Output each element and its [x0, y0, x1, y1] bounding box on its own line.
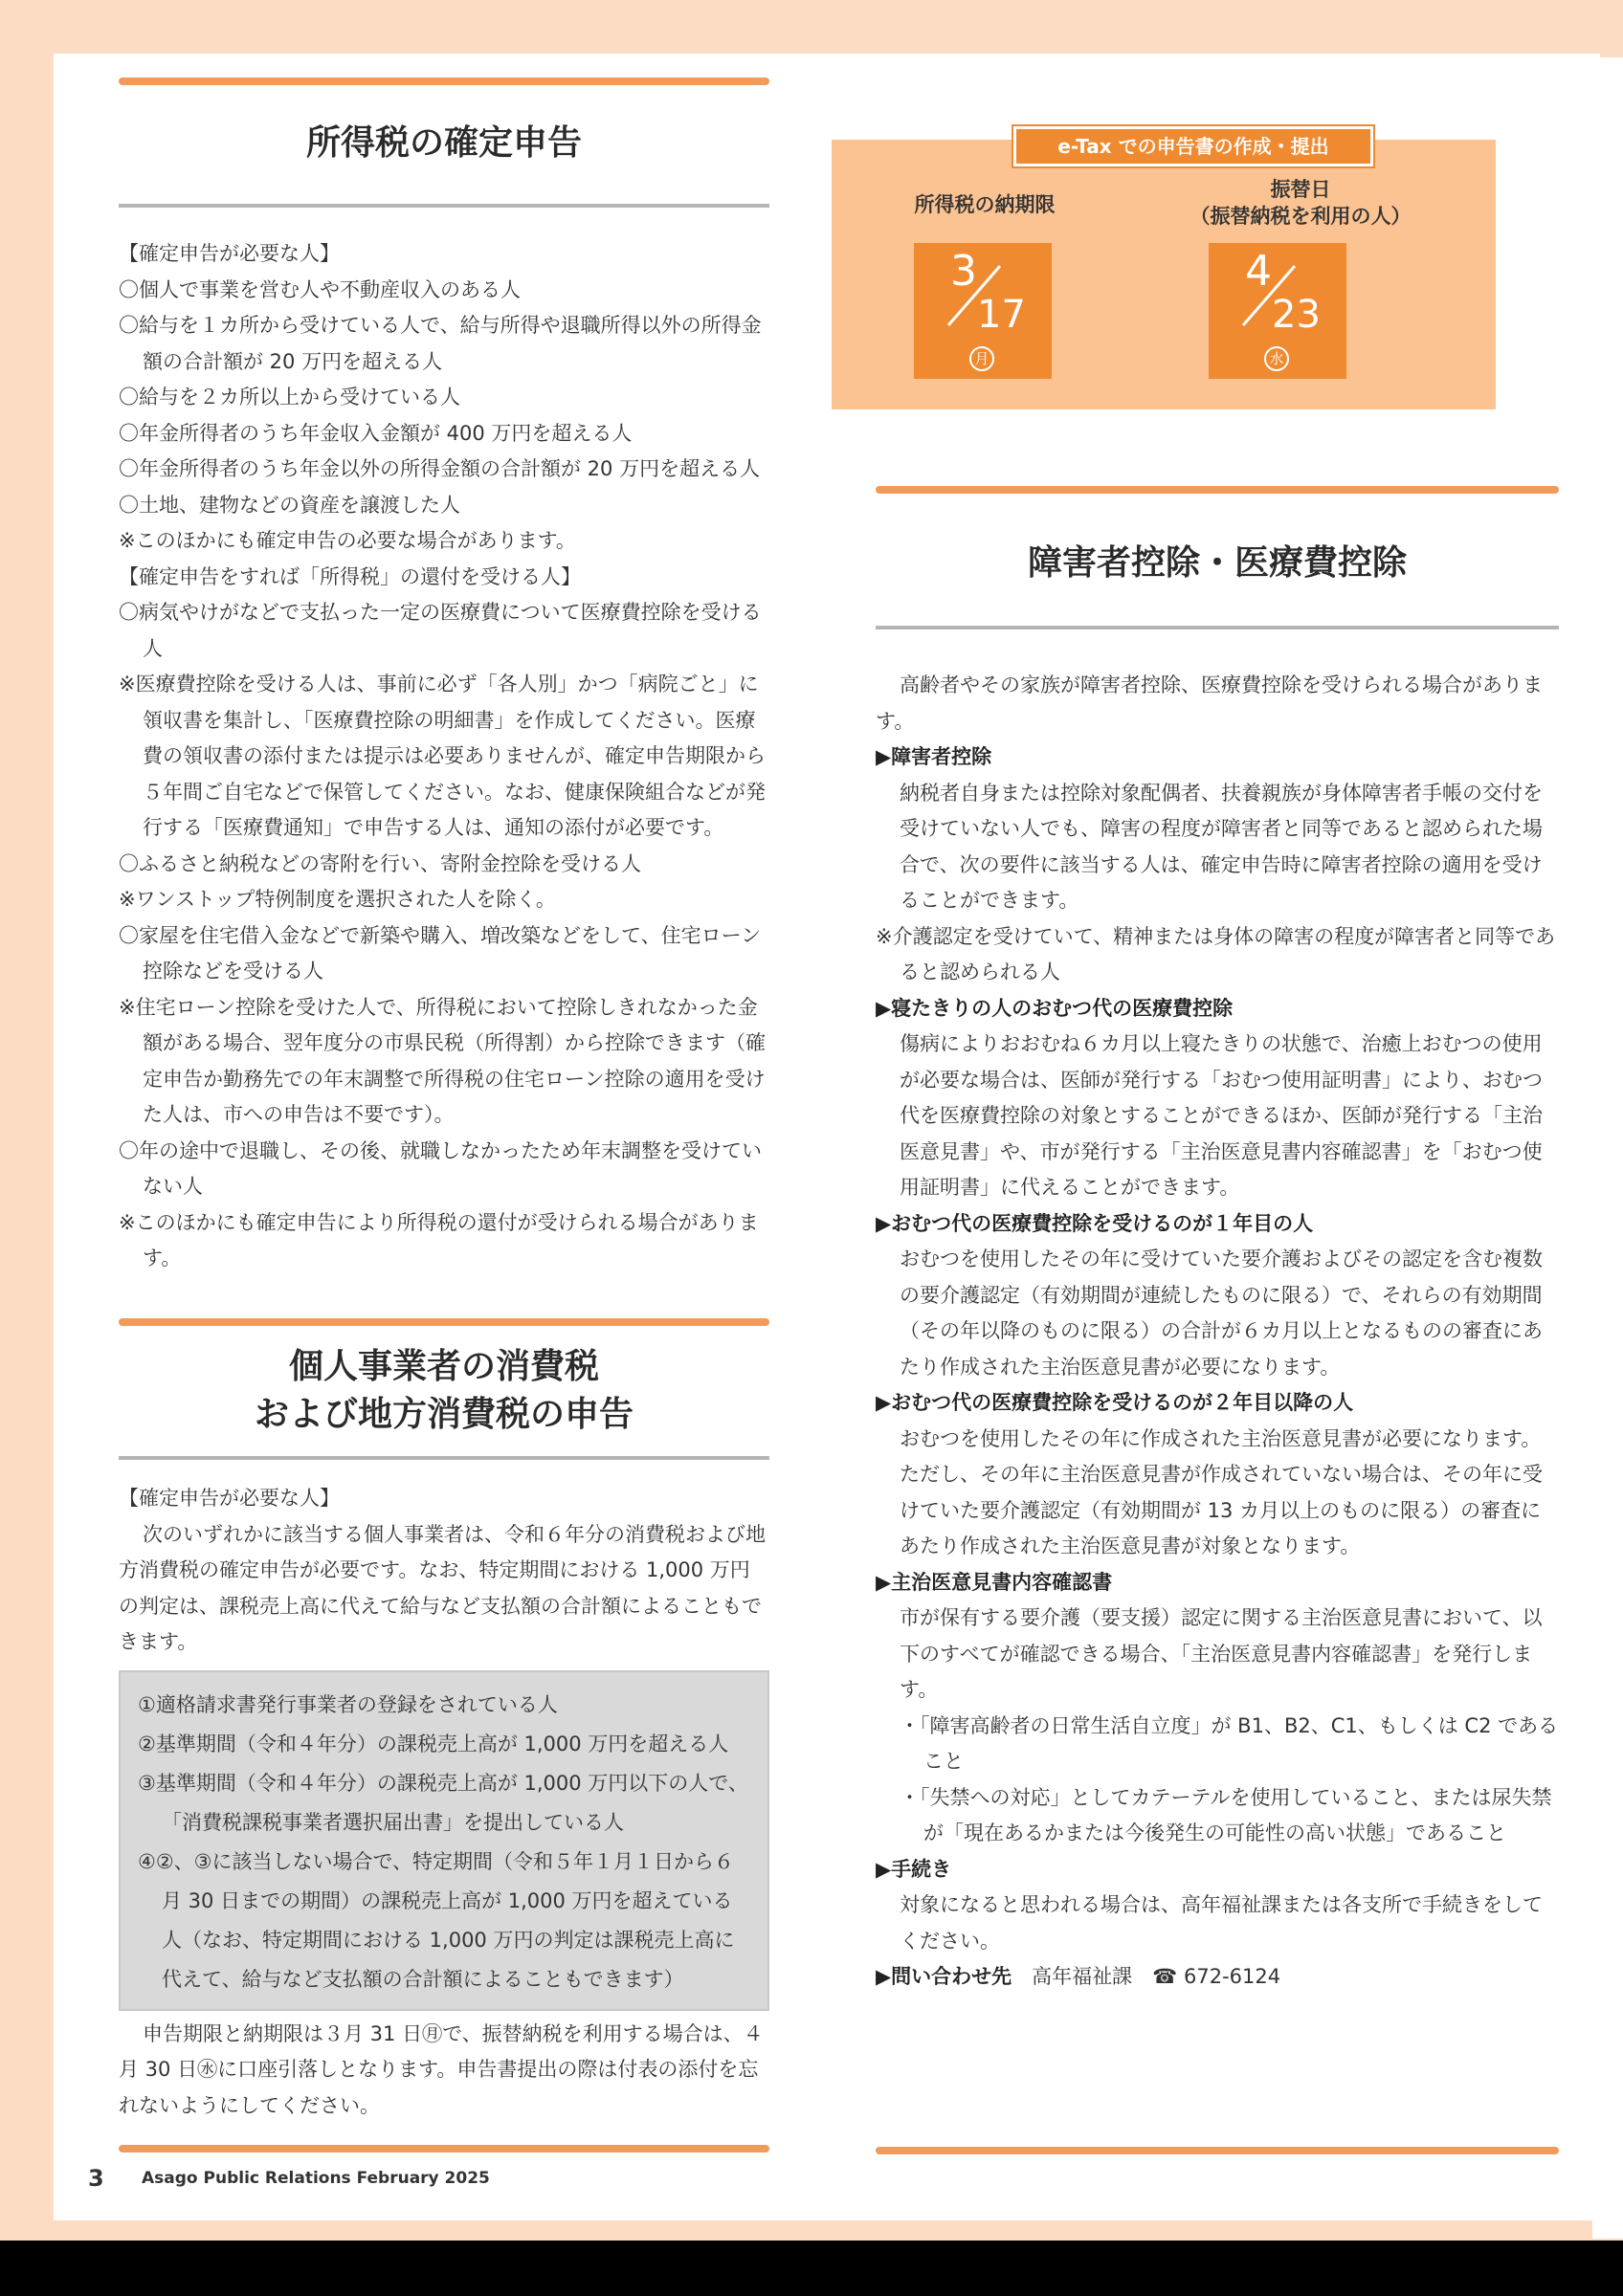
- requirement-item: ③基準期間（令和４年分）の課税売上高が 1,000 万円以下の人で、「消費税課税事業者選択届出書」を提出している人: [138, 1771, 748, 1834]
- subsection-body: 納税者自身または控除対象配偶者、扶養親族が身体障害者手帳の交付を受けていない人でも、障害の程度が障害者と同等であると認められた場合で、次の要件に該当する人は、確定申告時に障害者控除の適用を受けることができます。: [900, 781, 1543, 912]
- newsletter-page: [54, 54, 1600, 2220]
- requirements-box: [119, 1670, 769, 2011]
- consumption-tax-section: [119, 1318, 769, 2124]
- requirement-item: ①適格請求書発行事業者の登録をされている人: [138, 1692, 558, 1716]
- income-tax-line: 〇ふるさと納税などの寄附を行い、寄附金控除を受ける人: [119, 851, 641, 875]
- payment-deadline-date: [914, 243, 1052, 379]
- transfer-date-label-line2: （振替納税を利用の人）: [1189, 205, 1412, 228]
- bottom-black-bar: [0, 2241, 1623, 2296]
- criteria-bullet: ・「障害高齢者の日常生活自立度」が B1、B2、C1、もしくは C2 であること: [900, 1713, 1559, 1773]
- subsection-body: おむつを使用したその年に作成された主治医意見書が必要になります。ただし、その年に主治医意見書が作成されていない場合は、その年に受けていた要介護認定（有効期間が 13 カ月以上のものに限る）の審査にあたり作成された主治医意見書が対象となります。: [900, 1426, 1543, 1557]
- income-tax-line: 【確定申告をすれば「所得税」の還付を受ける人】: [119, 564, 581, 588]
- income-tax-body: [119, 236, 769, 1277]
- section-title-underline: [119, 1456, 769, 1460]
- etax-deadline-box: [832, 135, 1496, 409]
- income-tax-line: 〇給与を２カ所以上から受けている人: [119, 386, 460, 408]
- consumption-tax-intro: [119, 1481, 769, 1661]
- section-title: 所得税の確定申告: [305, 123, 582, 163]
- section-top-rule: [119, 1318, 769, 1326]
- income-tax-line: 〇年金所得者のうち年金以外の所得金額の合計額が 20 万円を超える人: [119, 457, 761, 480]
- subsection-heading: ▶おむつ代の医療費控除を受けるのが１年目の人: [876, 1211, 1314, 1235]
- requirement-item: ④②、③に該当しない場合で、特定期間（令和５年１月１日から６月 30 日までの期間）の課税売上高が 1,000 万円を超えている人（なお、特定期間における 1,000 万円の判定は課税売上高に代えて、給与など支払額の合計額によることもできます）: [138, 1849, 735, 1991]
- date-month: 3: [950, 247, 977, 296]
- contact-label: ▶問い合わせ先: [876, 1965, 1012, 1988]
- section-title-line1: 個人事業者の消費税: [288, 1347, 599, 1386]
- publication-name: Asago Public Relations February 2025: [142, 2169, 490, 2188]
- disability-deduction-section: [876, 486, 1559, 1996]
- income-tax-section: [119, 77, 769, 1277]
- consumption-tax-closing: [119, 2017, 769, 2125]
- contact-department: 高年福祉課: [1032, 1965, 1133, 1988]
- date-day: 17: [977, 293, 1026, 337]
- section-title-underline: [876, 626, 1559, 629]
- income-tax-line: 〇年金所得者のうち年金収入金額が 400 万円を超える人: [119, 421, 633, 445]
- section-top-rule: [119, 77, 769, 85]
- income-tax-line: ※医療費控除を受ける人は、事前に必ず「各人別」かつ「病院ごと」に領収書を集計し、「医療費控除の明細書」を作成してください。医療費の領収書の添付または提示は必要ありませんが、確定申告期限から５年間ご自宅などで保管してください。なお、健康保険組合などが発行する「医療費通知」で申告する人は、通知の添付が必要です。: [119, 673, 766, 839]
- income-tax-line: 〇家屋を住宅借入金などで新築や購入、増改築などをして、住宅ローン控除などを受ける人: [119, 923, 762, 982]
- page-number: 3: [88, 2165, 104, 2192]
- criteria-bullet: ・「失禁への対応」としてカテーテルを使用していること、または尿失禁が「現在あるかまたは今後発生の可能性の高い状態」であること: [900, 1785, 1552, 1844]
- subsection-body: おむつを使用したその年に受けていた要介護およびその認定を含む複数の要介護認定（有効期間が連続したものに限る）で、それらの有効期間（その年以降のものに限る）の合計が６カ月以上となるものの審査にあたり作成された主治医意見書が必要になります。: [900, 1247, 1543, 1379]
- section-bottom-rule: [876, 2147, 1559, 2154]
- section-title-underline: [119, 204, 769, 208]
- subsection-heading: ▶主治医意見書内容確認書: [876, 1570, 1113, 1594]
- intro-paragraph: 高齢者やその家族が障害者控除、医療費控除を受けられる場合があります。: [876, 673, 1543, 733]
- income-tax-line: 〇年の途中で退職し、その後、就職しなかったため年末調整を受けていない人: [119, 1138, 762, 1198]
- subsection-body: 市が保有する要介護（要支援）認定に関する主治医意見書において、以下のすべてが確認できる場合、「主治医意見書内容確認書」を発行します。: [900, 1606, 1543, 1701]
- disability-deduction-body: [876, 668, 1559, 1996]
- subsection-heading: ▶障害者控除: [876, 745, 992, 768]
- income-tax-line: ※住宅ローン控除を受けた人で、所得税において控除しきれなかった金額がある場合、翌年度分の市県民税（所得割）から控除できます（確定申告か勤務先での年末調整で所得税の住宅ローン控除の適用を受けた人は、市への申告は不要です）。: [119, 995, 766, 1126]
- contact-line: [876, 1959, 1559, 1996]
- income-tax-line: 〇給与を１カ所から受けている人で、給与所得や退職所得以外の所得金額の合計額が 20 万円を超える人: [119, 314, 762, 373]
- closing-paragraph: 申告期限と納期限は３月 31 日㊊で、振替納税を利用する場合は、４月 30 日㊌に口座引落しとなります。申告書提出の際は付表の添付を忘れないようにしてください。: [119, 2021, 764, 2117]
- contact-phone: ☎ 672-6124: [1152, 1965, 1281, 1988]
- section-top-rule: [876, 486, 1559, 494]
- income-tax-line: ※ワンストップ特例制度を選択された人を除く。: [119, 888, 556, 911]
- subsection-heading: ▶手続き: [876, 1857, 952, 1881]
- payment-deadline-label: 所得税の納期限: [914, 193, 1056, 216]
- subsection-heading: ▶おむつ代の医療費控除を受けるのが２年目以降の人: [876, 1391, 1354, 1414]
- etax-title: e-Tax での申告書の作成・提出: [1013, 126, 1373, 166]
- transfer-date: [1209, 243, 1346, 379]
- date-weekday: 水: [1264, 346, 1289, 371]
- date-month: 4: [1245, 247, 1272, 296]
- section-bottom-rule: [119, 2145, 769, 2152]
- transfer-date-label: [1147, 176, 1454, 230]
- income-tax-line: 〇土地、建物などの資産を譲渡した人: [119, 493, 460, 517]
- section-title-line2: および地方消費税の申告: [254, 1395, 634, 1434]
- subsection-body: 傷病によりおおむね６カ月以上寝たきりの状態で、治癒上おむつの使用が必要な場合は、医師が発行する「おむつ使用証明書」により、おむつ代を医療費控除の対象とすることができるほか、医師が発行する「主治医意見書」や、市が発行する「主治医意見書内容確認書」を「おむつ使用証明書」に代えることができます。: [900, 1032, 1543, 1199]
- income-tax-line: 〇病気やけがなどで支払った一定の医療費について医療費控除を受ける人: [119, 601, 762, 660]
- income-tax-line: 【確定申告が必要な人】: [119, 242, 340, 265]
- subsection-note: ※介護認定を受けていて、精神または身体の障害の程度が障害者と同等であると認められる人: [876, 924, 1556, 983]
- requirement-heading: 【確定申告が必要な人】: [119, 1487, 340, 1510]
- date-weekday: 月: [969, 346, 994, 371]
- subsection-heading: ▶寝たきりの人のおむつ代の医療費控除: [876, 996, 1234, 1020]
- date-day: 23: [1272, 293, 1321, 337]
- deduction-subsections: [876, 740, 1559, 1959]
- income-tax-line: ※このほかにも確定申告の必要な場合があります。: [119, 529, 576, 552]
- section-title: 障害者控除・医療費控除: [1027, 543, 1407, 583]
- income-tax-line: 〇個人で事業を営む人や不動産収入のある人: [119, 277, 521, 301]
- income-tax-line: ※このほかにも確定申告により所得税の還付が受けられる場合があります。: [119, 1210, 759, 1269]
- intro-paragraph: 次のいずれかに該当する個人事業者は、令和６年分の消費税および地方消費税の確定申告が必要です。なお、特定期間における 1,000 万円の判定は、課税売上高に代えて給与など支払額の合計額によることもできます。: [119, 1522, 766, 1653]
- requirement-item: ②基準期間（令和４年分）の課税売上高が 1,000 万円を超える人: [138, 1732, 729, 1755]
- transfer-date-label-line1: 振替日: [1270, 178, 1331, 201]
- subsection-body: 対象になると思われる場合は、高年福祉課または各支所で手続きをしてください。: [900, 1893, 1543, 1953]
